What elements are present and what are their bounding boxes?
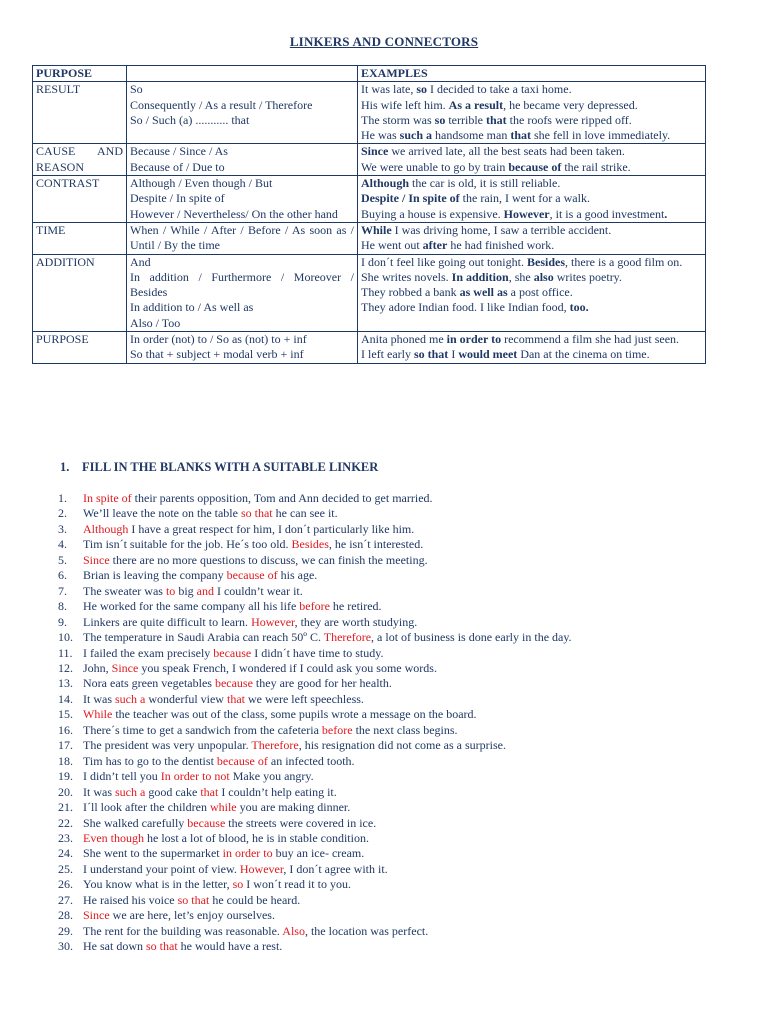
answer-linker: because — [187, 815, 226, 830]
table-row — [33, 222, 706, 254]
example-text: the car is old, it is still reliable. — [409, 176, 561, 191]
linker-line: Despite / In spite of — [130, 191, 225, 206]
item-text: There´s time to get a sandwich from the cafeteria — [83, 722, 322, 737]
item-text: good cake — [145, 784, 201, 799]
item-text: , he isn´t interested. — [328, 537, 424, 552]
item-text: I couldn’t help eating it. — [218, 784, 337, 799]
example-sentence — [361, 82, 702, 97]
example-linker: would meet — [458, 347, 518, 362]
example-linker: that — [485, 112, 507, 127]
example-linker: because of — [508, 159, 562, 174]
item-number: 5. — [58, 552, 67, 567]
item-text: he lost a lot of blood, he is in stable condition. — [144, 830, 369, 845]
exercise-item — [58, 537, 572, 552]
answer-linker: Although — [83, 521, 129, 536]
answer-linker: so that — [177, 892, 210, 907]
example-sentence — [361, 207, 702, 222]
example-sentence — [361, 160, 702, 175]
exercise-item — [58, 646, 572, 661]
exercise-item — [58, 924, 572, 939]
example-sentence — [361, 98, 702, 113]
item-text: I couldn’t wear it. — [213, 583, 303, 598]
example-text: , there is a good film on. — [565, 254, 683, 269]
item-text: He sat down — [83, 939, 146, 954]
item-text: an infected tooth. — [267, 753, 355, 768]
item-number: 19. — [58, 769, 73, 784]
example-sentence — [361, 113, 702, 128]
answer-linker: because — [213, 645, 252, 660]
exercise-item — [58, 908, 572, 923]
linkers-table — [32, 65, 706, 364]
exercise-item — [58, 506, 572, 521]
example-text: She writes novels. — [361, 269, 452, 284]
linker-line: In addition to / As well as — [130, 300, 254, 315]
row-linkers — [127, 176, 358, 223]
answer-linker: such a — [115, 691, 146, 706]
answer-linker: because of — [226, 568, 278, 583]
example-sentence — [361, 238, 702, 253]
answer-linker: before — [321, 722, 353, 737]
example-text: Buying a house is expensive. — [361, 206, 504, 221]
item-text: She walked carefully — [83, 815, 188, 830]
item-number: 7. — [58, 583, 67, 598]
linker-line: And — [130, 254, 151, 269]
item-text: we were left speechless. — [244, 691, 364, 706]
table-row — [33, 176, 706, 223]
example-sentence — [361, 191, 702, 206]
item-text: Brian is leaving the company — [83, 568, 227, 583]
row-linkers — [127, 332, 358, 364]
exercise-item — [58, 568, 572, 583]
example-linker: after — [422, 238, 448, 253]
exercise-item — [58, 816, 572, 831]
item-number: 28. — [58, 908, 73, 923]
item-text: Nora eats green vegetables — [83, 676, 215, 691]
exercise-item — [58, 630, 572, 645]
header-linkers — [127, 66, 358, 82]
item-number: 20. — [58, 784, 73, 799]
example-linker: While — [361, 222, 392, 237]
example-linker: Besides — [526, 254, 565, 269]
item-number: 2. — [58, 506, 67, 521]
item-number: 3. — [58, 521, 67, 536]
exercise-item — [58, 553, 572, 568]
item-text: the next class begins. — [352, 722, 458, 737]
answer-linker: Also — [282, 923, 305, 938]
exercise-item — [58, 800, 572, 815]
example-text: recommend a film she had just seen. — [501, 332, 680, 347]
row-linkers — [127, 144, 358, 176]
example-text: He went out — [361, 238, 423, 253]
item-text: He raised his voice — [83, 892, 178, 907]
item-text: It was — [83, 784, 115, 799]
exercise-item — [58, 584, 572, 599]
exercise-item — [58, 831, 572, 846]
example-linker: . — [664, 206, 668, 221]
exercise-item — [58, 893, 572, 908]
item-text: The temperature in Saudi Arabia can reach 50º C. — [83, 630, 324, 645]
linker-line: So — [130, 82, 143, 97]
row-purpose: PURPOSE — [33, 332, 127, 364]
row-purpose: CONTRAST — [33, 176, 127, 223]
row-examples — [358, 82, 706, 144]
example-text: Dan at the cinema on time. — [517, 347, 650, 362]
item-text: Linkers are quite difficult to learn. — [83, 614, 252, 629]
item-text: We’ll leave the note on the table — [83, 506, 241, 521]
item-number: 29. — [58, 923, 73, 938]
answer-linker: Since — [111, 660, 139, 675]
item-text: they are good for her health. — [252, 676, 392, 691]
example-text: handsome man — [432, 128, 511, 143]
exercise-item — [58, 676, 572, 691]
item-text: She went to the supermarket — [83, 846, 223, 861]
example-sentence — [361, 176, 702, 191]
example-text: We were unable to go by train — [361, 159, 509, 174]
example-linker: so — [416, 82, 427, 97]
answer-linker: in order to — [222, 846, 273, 861]
exercise-item — [58, 846, 572, 861]
item-text: Make you angry. — [229, 769, 314, 784]
item-number: 8. — [58, 599, 67, 614]
example-linker: Despite / In spite of — [361, 191, 460, 206]
item-number: 21. — [58, 800, 73, 815]
answer-linker: such a — [115, 784, 146, 799]
item-text: big — [175, 583, 197, 598]
row-linkers — [127, 82, 358, 144]
item-number: 16. — [58, 722, 73, 737]
example-text: writes poetry. — [553, 269, 622, 284]
item-number: 12. — [58, 660, 73, 675]
answer-linker: While — [83, 707, 113, 722]
example-sentence — [361, 255, 702, 270]
item-number: 10. — [58, 630, 73, 645]
item-text: their parents opposition, Tom and Ann decided to get married. — [131, 491, 433, 505]
page-title: LINKERS AND CONNECTORS — [289, 34, 479, 49]
header-examples: EXAMPLES — [358, 66, 706, 82]
item-text: you are making dinner. — [236, 800, 351, 815]
answer-linker: because — [214, 676, 253, 691]
exercise-item — [58, 599, 572, 614]
example-text: , it is a good investment — [549, 206, 665, 221]
exercise-item — [58, 522, 572, 537]
example-sentence — [361, 347, 702, 362]
answer-linker: Therefore — [323, 630, 372, 645]
exercise-item — [58, 939, 572, 954]
item-text: he could be heard. — [209, 892, 301, 907]
answer-linker: so — [232, 877, 244, 892]
item-text: the teacher was out of the class, some pupils wrote a message on the board. — [112, 707, 477, 722]
linker-line: Although / Even though / But — [130, 176, 273, 191]
linker-line: In order (not) to / So as (not) to + inf — [130, 332, 307, 347]
item-text: his age. — [277, 568, 318, 583]
item-number: 27. — [58, 892, 73, 907]
item-text: , the location was perfect. — [304, 923, 429, 938]
example-text: I left early — [361, 347, 414, 362]
example-text: Anita phoned me — [361, 332, 447, 347]
example-text: a post office. — [507, 285, 573, 300]
example-text: the rain, I went for a walk. — [459, 191, 590, 206]
item-text: , they are worth studying. — [294, 614, 418, 629]
item-number: 30. — [58, 939, 73, 954]
item-number: 9. — [58, 614, 67, 629]
exercise-item — [58, 877, 572, 892]
item-number: 15. — [58, 707, 73, 722]
example-text: His wife left him. — [361, 97, 449, 112]
row-examples — [358, 144, 706, 176]
answer-linker: Since — [83, 908, 110, 923]
linker-line: Consequently / As a result / Therefore — [130, 97, 313, 112]
answer-linker: that — [226, 691, 245, 706]
example-linker: As a result — [448, 97, 504, 112]
exercise-item — [58, 491, 572, 506]
exercise-list — [58, 491, 572, 955]
answer-linker: Since — [83, 552, 110, 567]
item-text: buy an ice- cream. — [272, 846, 365, 861]
answer-linker: so that — [146, 939, 178, 954]
item-number: 17. — [58, 738, 73, 753]
linker-line: When / While / After / Before / As soon as / Until / By the time — [130, 222, 354, 253]
table-row — [33, 254, 706, 331]
linker-line: Because of / Due to — [130, 159, 225, 174]
exercise-title: FILL IN THE BLANKS WITH A SUITABLE LINKER — [82, 460, 379, 474]
answer-linker: Even though — [83, 830, 144, 845]
example-linker: so that — [413, 347, 449, 362]
item-text: I failed the exam precisely — [83, 645, 214, 660]
exercise-item — [58, 692, 572, 707]
answer-linker: to — [165, 583, 176, 598]
exercise-item — [58, 707, 572, 722]
example-text: he had finished work. — [447, 238, 555, 253]
exercise-item — [58, 754, 572, 769]
row-examples — [358, 222, 706, 254]
item-text: Tim isn´t suitable for the job. He´s too old. — [83, 537, 292, 552]
item-number: 14. — [58, 691, 73, 706]
item-text: he retired. — [329, 599, 382, 614]
table-header-row — [33, 66, 706, 82]
answer-linker: However — [251, 614, 295, 629]
row-purpose: RESULT — [33, 82, 127, 144]
example-text: the rail strike. — [561, 159, 631, 174]
item-text: I understand your point of view. — [83, 861, 240, 876]
item-text: the streets were covered in ice. — [225, 815, 377, 830]
exercise-item — [58, 723, 572, 738]
item-text: we are here, let’s enjoy ourselves. — [109, 908, 275, 923]
row-examples — [358, 176, 706, 223]
answer-linker: and — [196, 583, 214, 598]
linker-line: Also / Too — [130, 315, 181, 330]
example-linker: that — [510, 128, 531, 143]
item-number: 24. — [58, 846, 73, 861]
exercise-item — [58, 769, 572, 784]
exercise-heading — [60, 460, 378, 475]
item-number: 13. — [58, 676, 73, 691]
item-text: wonderful view — [145, 691, 227, 706]
example-linker: However — [503, 206, 550, 221]
table-row — [33, 332, 706, 364]
example-text: The storm was — [361, 112, 435, 127]
example-text: He was — [361, 128, 400, 143]
example-sentence — [361, 223, 702, 238]
example-sentence — [361, 270, 702, 285]
example-text: They adore Indian food. I like Indian food, — [361, 300, 570, 315]
example-linker: such a — [399, 128, 432, 143]
row-examples — [358, 332, 706, 364]
example-text: I — [448, 347, 459, 362]
answer-linker: Besides — [291, 537, 329, 552]
exercise-number: 1. — [60, 460, 70, 474]
item-text: I have a great respect for him, I don´t particularly like him. — [128, 521, 415, 536]
item-text: I didn’t tell you — [83, 769, 161, 784]
answer-linker: However — [239, 861, 284, 876]
linker-line: In addition / Furthermore / Moreover / Besides — [130, 269, 354, 300]
example-sentence — [361, 285, 702, 300]
example-linker: too. — [569, 300, 589, 315]
item-text: he can see it. — [272, 506, 338, 521]
example-sentence — [361, 144, 702, 159]
example-text: They robbed a bank — [361, 285, 460, 300]
exercise-item — [58, 661, 572, 676]
item-number: 4. — [58, 537, 67, 552]
example-sentence — [361, 128, 702, 143]
answer-linker: while — [209, 800, 237, 815]
example-linker: in order to — [446, 332, 502, 347]
exercise-item — [58, 785, 572, 800]
item-text: , I don´t agree with it. — [283, 861, 388, 876]
example-text: I don´t feel like going out tonight. — [361, 254, 527, 269]
item-text: John, — [83, 660, 112, 675]
answer-linker: that — [200, 784, 219, 799]
item-number: 18. — [58, 753, 73, 768]
answer-linker: In spite of — [83, 491, 132, 505]
example-text: , he became very depressed. — [503, 97, 638, 112]
item-text: there are no more questions to discuss, we can finish the meeting. — [109, 552, 428, 567]
item-number: 22. — [58, 815, 73, 830]
item-text: I didn´t have time to study. — [251, 645, 384, 660]
item-text: He worked for the same company all his life — [83, 599, 300, 614]
answer-linker: Therefore — [251, 738, 299, 753]
item-number: 1. — [58, 491, 67, 505]
linker-line: However / Nevertheless/ On the other hand — [130, 206, 338, 221]
example-linker: as well as — [459, 285, 508, 300]
exercise-item — [58, 615, 572, 630]
example-linker: In addition — [451, 269, 509, 284]
linker-line: So / Such (a) ........... that — [130, 112, 250, 127]
item-text: I´ll look after the children — [83, 800, 210, 815]
example-text: It was late, — [361, 82, 417, 97]
table-row — [33, 82, 706, 144]
item-number: 26. — [58, 877, 73, 892]
item-text: you speak French, I wondered if I could ask you some words. — [138, 660, 437, 675]
example-linker: Although — [361, 176, 410, 191]
exercise-item — [58, 738, 572, 753]
item-text: You know what is in the letter, — [83, 877, 233, 892]
table-row — [33, 144, 706, 176]
example-text: I decided to take a taxi home. — [426, 82, 572, 97]
item-text: , a lot of business is done early in the day. — [371, 630, 572, 645]
example-text: she fell in love immediately. — [531, 128, 671, 143]
row-purpose: CAUSE AND REASON — [33, 144, 127, 176]
example-text: we arrived late, all the best seats had been taken. — [388, 144, 625, 159]
example-sentence — [361, 332, 702, 347]
answer-linker: before — [299, 599, 330, 614]
example-text: , she — [508, 269, 534, 284]
item-text: It was — [83, 691, 115, 706]
row-purpose: ADDITION — [33, 254, 127, 331]
row-examples — [358, 254, 706, 331]
item-text: I won´t read it to you. — [243, 877, 351, 892]
example-linker: also — [533, 269, 554, 284]
answer-linker: In order to not — [160, 769, 230, 784]
example-text: I was driving home, I saw a terrible accident. — [391, 222, 612, 237]
answer-linker: because of — [216, 753, 268, 768]
exercise-item — [58, 862, 572, 877]
item-number: 6. — [58, 568, 67, 583]
example-linker: Since — [361, 144, 389, 159]
item-number: 25. — [58, 861, 73, 876]
item-text: The sweater was — [83, 583, 166, 598]
item-text: Tim has to go to the dentist — [83, 753, 217, 768]
example-text: terrible — [445, 112, 486, 127]
item-text: The rent for the building was reasonable. — [83, 923, 283, 938]
item-text: , his resignation did not come as a surprise. — [298, 738, 506, 753]
example-linker: so — [434, 112, 446, 127]
linker-line: Because / Since / As — [130, 144, 228, 159]
item-text: he would have a rest. — [177, 939, 283, 954]
row-linkers — [127, 254, 358, 331]
row-purpose: TIME — [33, 222, 127, 254]
item-number: 11. — [58, 645, 73, 660]
linker-line: So that + subject + modal verb + inf — [130, 347, 304, 362]
example-sentence — [361, 300, 702, 315]
answer-linker: so that — [240, 506, 273, 521]
item-number: 23. — [58, 830, 73, 845]
item-text: The president was very unpopular. — [83, 738, 252, 753]
example-text: the roofs were ripped off. — [506, 112, 632, 127]
header-purpose: PURPOSE — [33, 66, 127, 82]
row-linkers — [127, 222, 358, 254]
